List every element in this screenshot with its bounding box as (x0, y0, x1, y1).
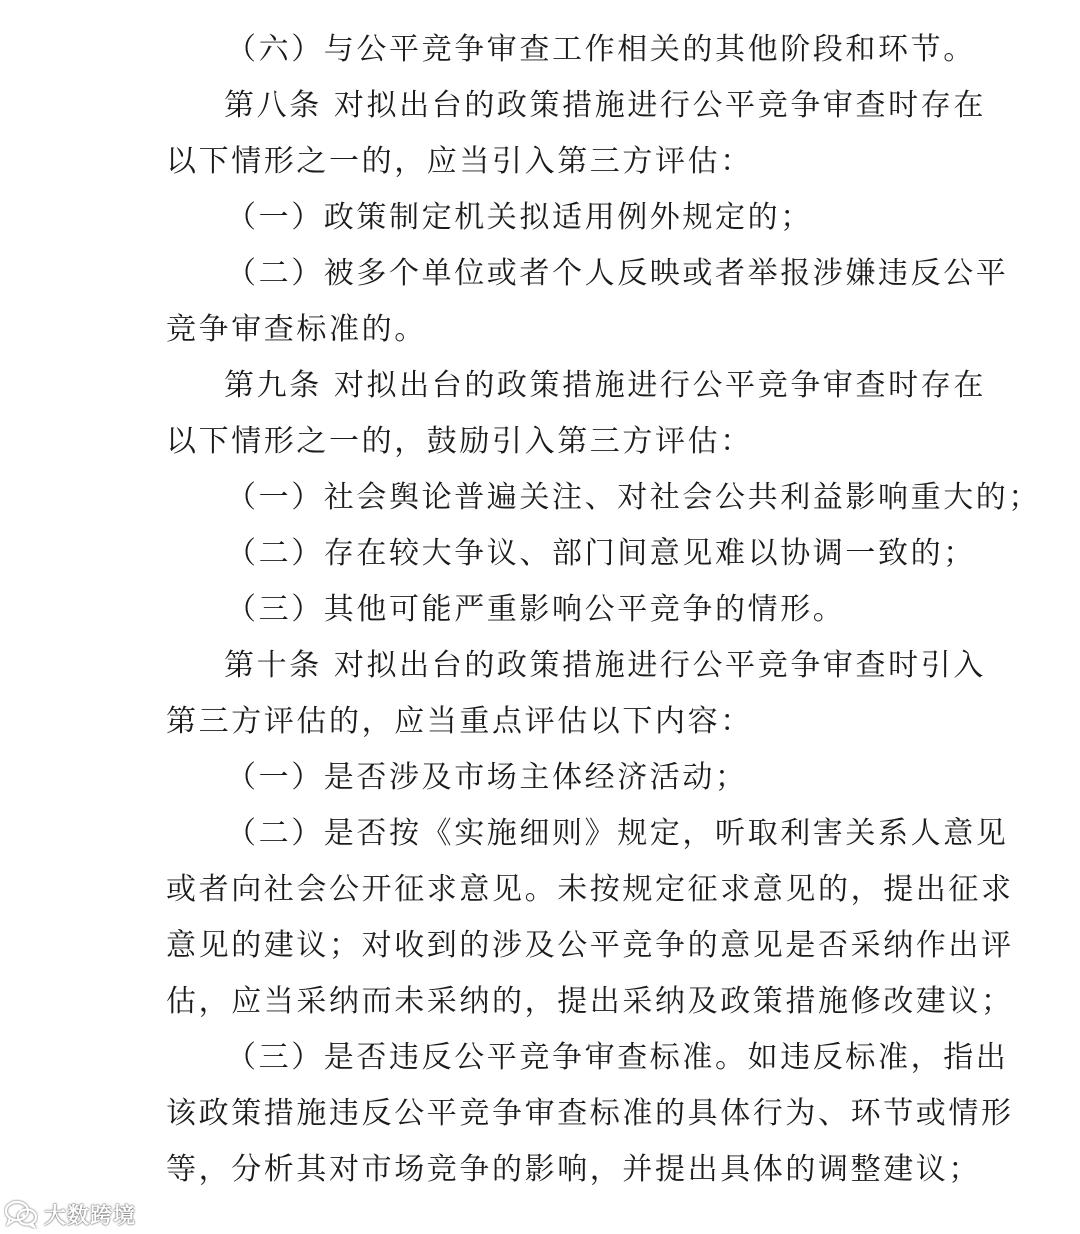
article-10-item-2-cont-3: 估，应当采纳而未采纳的，提出采纳及政策措施修改建议； (166, 984, 1014, 1019)
article-8-item-1: （一）政策制定机关拟适用例外规定的； (226, 200, 813, 235)
source-watermark (4, 1196, 136, 1232)
clause-item-6: （六）与公平竞争审查工作相关的其他阶段和环节。 (226, 32, 976, 67)
article-10-item-2-cont-1: 或者向社会公开征求意见。未按规定征求意见的，提出征求 (166, 872, 1014, 907)
article-8-continuation: 以下情形之一的，应当引入第三方评估： (166, 144, 753, 179)
article-10-item-2-cont-2: 意见的建议；对收到的涉及公平竞争的意见是否采纳作出评 (166, 928, 1014, 963)
article-9-item-2: （二）存在较大争议、部门间意见难以协调一致的； (226, 536, 976, 571)
article-10-item-3-cont-1: 该政策措施违反公平竞争审查标准的具体行为、环节或情形 (166, 1096, 1014, 1131)
wechat-logo-icon (4, 1199, 38, 1229)
article-8-heading: 第八条 对拟出台的政策措施进行公平竞争审查时存在 (224, 88, 986, 123)
article-9-heading: 第九条 对拟出台的政策措施进行公平竞争审查时存在 (224, 368, 986, 403)
article-9-continuation: 以下情形之一的，鼓励引入第三方评估： (166, 424, 753, 459)
article-10-item-3-cont-2: 等，分析其对市场竞争的影响，并提出具体的调整建议； (166, 1152, 981, 1187)
article-8-item-2: （二）被多个单位或者个人反映或者举报涉嫌违反公平 (226, 256, 1009, 291)
article-10-item-1: （一）是否涉及市场主体经济活动； (226, 760, 748, 795)
article-9-item-3: （三）其他可能严重影响公平竞争的情形。 (226, 592, 846, 627)
article-9-item-1: （一）社会舆论普遍关注、对社会公共利益影响重大的； (226, 480, 1041, 515)
article-10-heading: 第十条 对拟出台的政策措施进行公平竞争审查时引入 (224, 648, 986, 683)
watermark-text: 大数跨境 (44, 1203, 137, 1229)
article-10-item-2: （二）是否按《实施细则》规定，听取利害关系人意见 (226, 816, 1009, 851)
article-8-item-2-cont: 竞争审查标准的。 (166, 312, 427, 347)
article-10-item-3: （三）是否违反公平竞争审查标准。如违反标准，指出 (226, 1040, 1009, 1075)
article-10-continuation: 第三方评估的，应当重点评估以下内容： (166, 704, 753, 739)
